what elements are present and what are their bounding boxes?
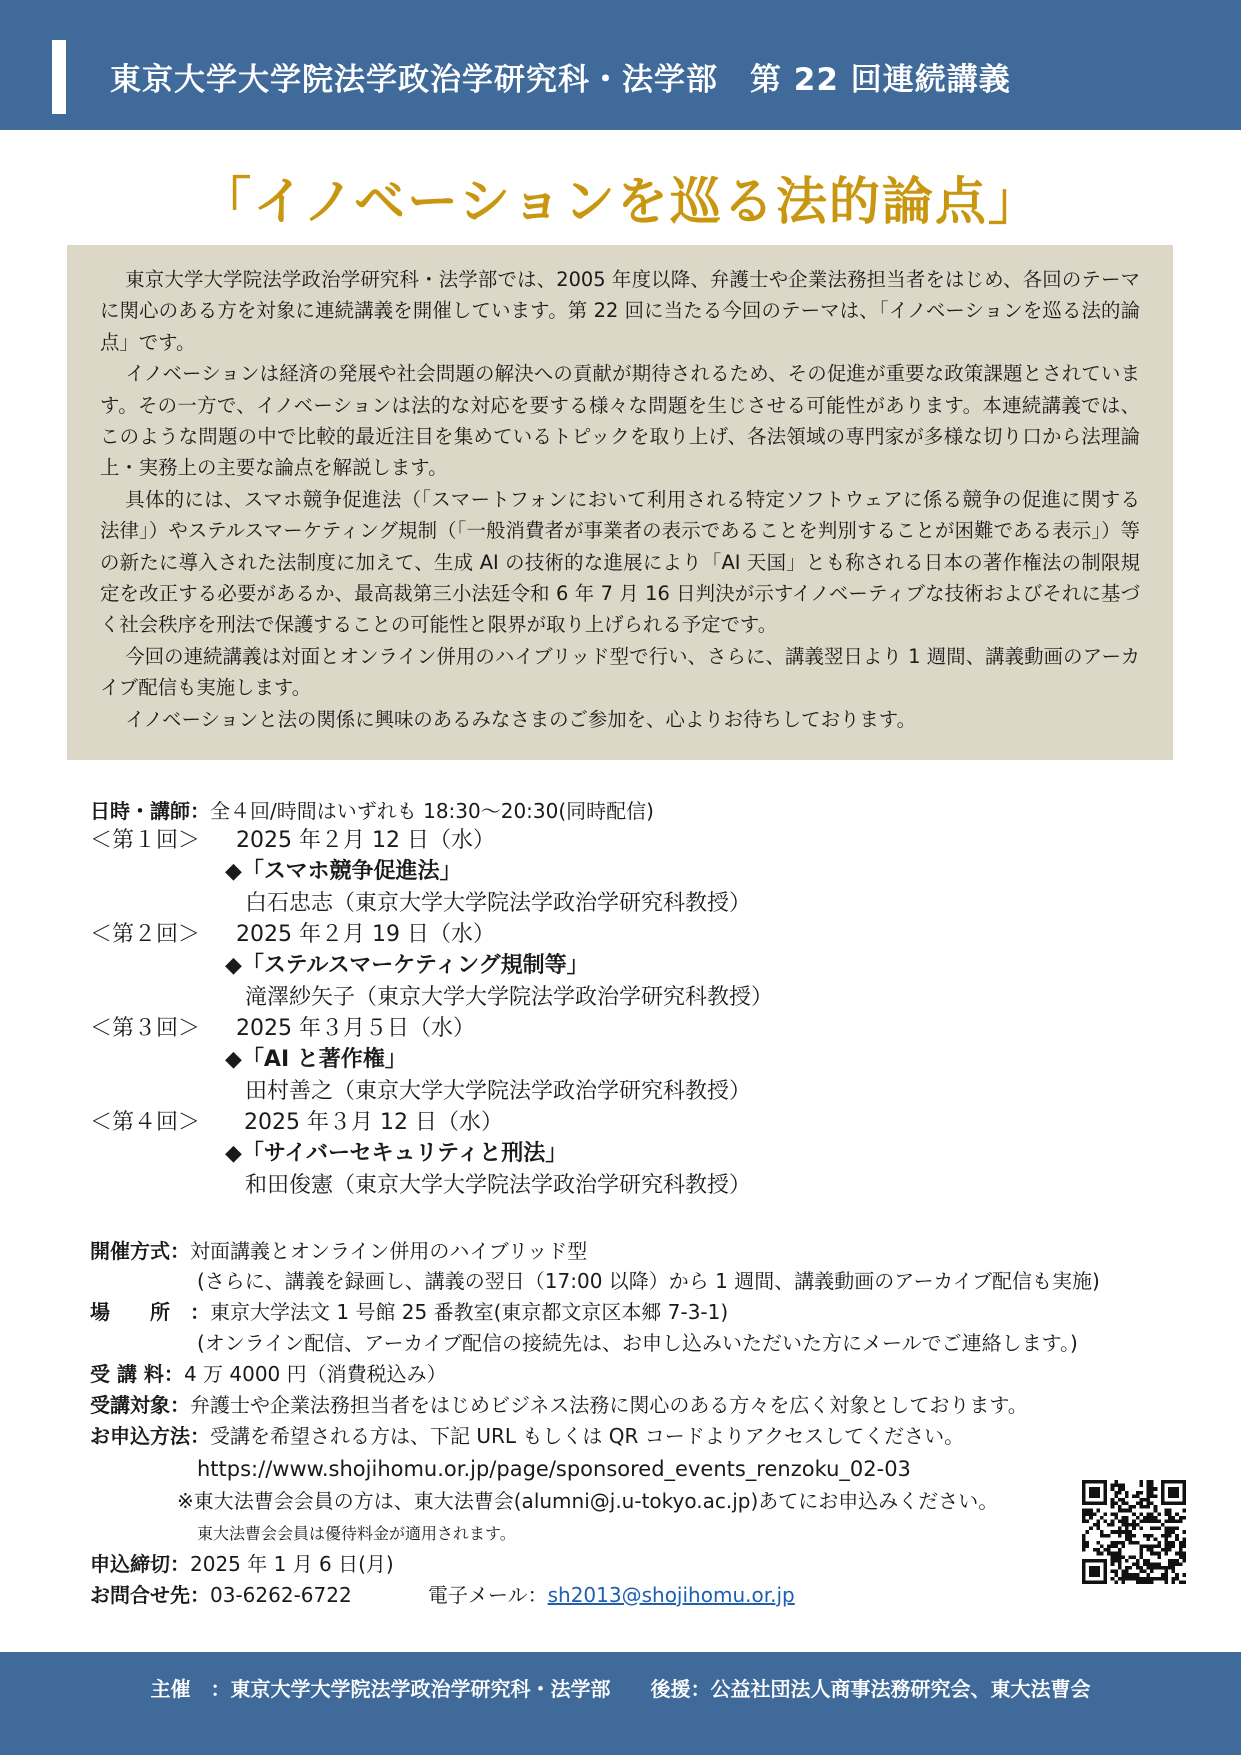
lecture-date: 2025 年２月 19 日（水） [236,922,495,947]
intro-paragraph: イノベーションは経済の発展や社会問題の解決への貢献が期待されるため、その促進が重要な政策課題とされています。その一方で、イノベーションは法的な対応を要する様々な問題を生じさせる可能性があります。本連続講義では、このような問題の中で比較的最近注目を集めているトピックを取り上げ、各法領域の専門家が多様な切り口から法理論上・実務上の主要な論点を解説します。 [100,362,1140,480]
venue-label: 場 所 ： [90,1300,210,1324]
venue-note: (オンライン配信、アーカイブ配信の接続先は、お申し込みいただいた方にメールでご連絡します。) [197,1331,1078,1355]
footer-organizers: 主催 ：東京大学大学院法学政治学研究科・法学部 後援：公益社団法人商事法務研究会、東大法曹会 [150,1677,1091,1701]
lecture-date: 2025 年２月 12 日（水） [236,828,495,853]
lecture-title: ◆「サイバーセキュリティと刑法」 [225,1141,568,1166]
lecture-date: 2025 年３月 12 日（水） [244,1110,503,1135]
intro-paragraph: 今回の連続講義は対面とオンライン併用のハイブリッド型で行い、さらに、講義翌日より 1 週間、講義動画のアーカイブ配信も実施します。 [100,644,1140,700]
venue-row [90,1297,728,1327]
lecture-title: ◆「スマホ競争促進法」 [225,859,462,884]
format-note: (さらに、講義を録画し、講義の翌日（17:00 以降）から 1 週間、講義動画のアーカイブ配信も実施) [197,1269,1100,1293]
format-label: 開催方式： [90,1239,190,1263]
intro-paragraph: イノベーションと法の関係に興味のあるみなさまのご参加を、心よりお待ちしております。 [125,707,916,731]
intro-paragraph: 東京大学大学院法学政治学研究科・法学部では、2005 年度以降、弁護士や企業法務担当者をはじめ、各回のテーマに関心のある方を対象に連続講義を開催しています。第 22 回に当たる今回のテーマは、「イノベーションを巡る法的論点」です。 [100,268,1140,354]
lecture-date: 2025 年３月５日（水） [236,1016,475,1041]
qr-code-icon[interactable] [1082,1480,1186,1584]
lecture-number: ＜第１回＞ [90,828,201,853]
lecture-title: ◆「AI と著作権」 [225,1047,407,1072]
schedule-summary: 全４回/時間はいずれも 18:30～20:30(同時配信) [210,799,654,823]
contact-email-label: 電子メール： [428,1583,548,1607]
page-title: 「イノベーションを巡る法的論点」 [200,173,1041,232]
fee-value: 4 万 4000 円（消費税込み） [183,1362,447,1386]
intro-paragraph: 具体的には、スマホ競争促進法（「スマートフォンにおいて利用される特定ソフトウェアに係る競争の促進に関する法律」）やステルスマーケティング規制（「一般消費者が事業者の表示であることを判別することが困難である表示」）等の新たに導入された法制度に加えて、生成 AI の技術的な進展により「AI 天国」とも称される日本の著作権法の制限規定を改正する必要があるか、最高裁第三小法廷令和 6 年 7 月 16 日判決が示すイノベーティブな技術およびそれに基づく社会秩序を刑法で保護することの可能性と限界が取り上げられる予定です。 [100,487,1140,637]
apply-url[interactable]: https://www.shojihomu.or.jp/page/sponsored_events_renzoku_02-03 [197,1457,911,1481]
contact-row [90,1580,352,1610]
fee-row [90,1359,447,1389]
deadline-value: 2025 年 1 月 6 日(月) [190,1552,394,1576]
contact-email-row [428,1580,795,1610]
alumni-note: ※東大法曹会会員の方は、東大法曹会(alumni@j.u-tokyo.ac.jp)あてにお申込みください。 [177,1489,999,1513]
lecture-speaker: 滝澤紗矢子（東京大学大学院法学政治学研究科教授） [245,985,774,1010]
format-row [90,1236,587,1266]
target-label: 受講対象： [90,1393,190,1417]
alumni-note-small: 東大法曹会会員は優待料金が適用されます。 [197,1524,516,1543]
lecture-speaker: 和田俊憲（東京大学大学院法学政治学研究科教授） [245,1173,752,1198]
lecture-number: ＜第３回＞ [90,1016,201,1041]
target-row [90,1390,1028,1420]
target-value: 弁護士や企業法務担当者をはじめビジネス法務に関心のある方々を広く対象としております。 [190,1393,1028,1417]
schedule-label: 日時・講師： [90,799,210,823]
contact-email-link[interactable]: sh2013@shojihomu.or.jp [547,1583,795,1607]
lecture-title: ◆「ステルスマーケティング規制等」 [225,953,589,978]
contact-phone: 03-6262-6722 [210,1583,352,1607]
lecture-speaker: 白石忠志（東京大学大学院法学政治学研究科教授） [245,891,752,916]
lecture-number: ＜第４回＞ [90,1110,201,1135]
apply-row [90,1421,964,1451]
venue-value: 東京大学法文 1 号館 25 番教室(東京都文京区本郷 7-3-1) [210,1300,729,1324]
deadline-label: 申込締切： [90,1552,190,1576]
lecture-speaker: 田村善之（東京大学大学院法学政治学研究科教授） [245,1079,752,1104]
header-accent-bar [52,40,66,114]
lecture-number: ＜第２回＞ [90,922,201,947]
deadline-row [90,1549,394,1579]
fee-label: 受 講 料： [90,1362,184,1386]
apply-label: お申込方法： [90,1424,210,1448]
schedule-summary-row [90,796,654,826]
format-value: 対面講義とオンライン併用のハイブリッド型 [190,1239,588,1263]
footer-band [0,1652,1241,1755]
contact-label: お問合せ先： [90,1583,210,1607]
intro-box [67,245,1173,760]
header-title: 東京大学大学院法学政治学研究科・法学部 第 22 回連続講義 [110,62,1011,98]
apply-value: 受講を希望される方は、下記 URL もしくは QR コードよりアクセスしてください。 [210,1424,965,1448]
